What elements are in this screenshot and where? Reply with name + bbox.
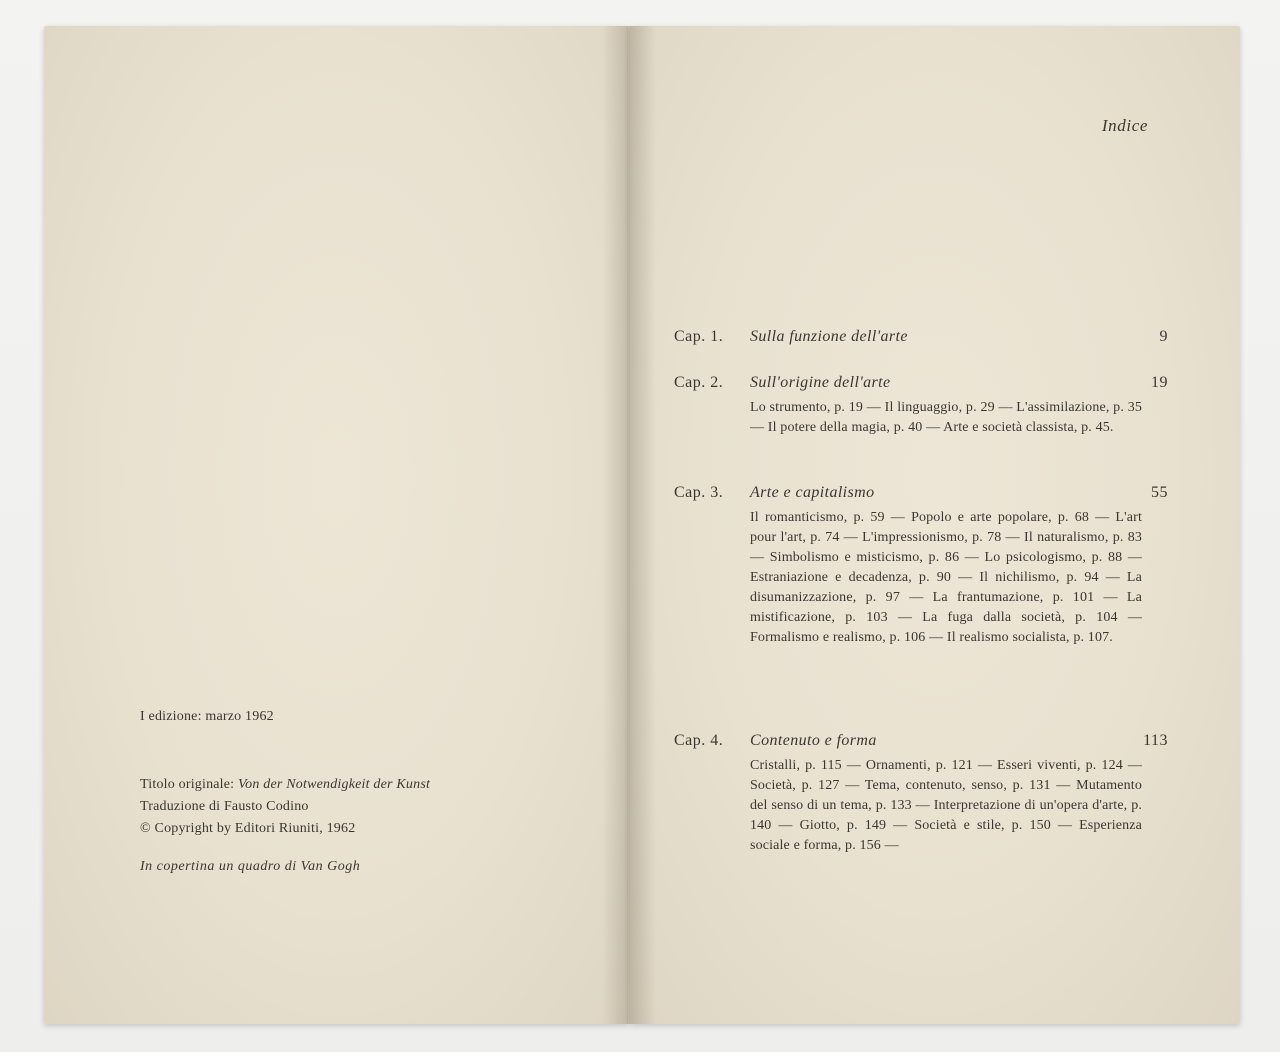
cover-note: In copertina un quadro di Van Gogh xyxy=(140,859,361,874)
toc-chapter-4 xyxy=(674,732,1168,853)
original-title-line xyxy=(140,774,430,796)
original-title-label: Titolo originale: xyxy=(140,777,238,792)
chapter-label: Cap. 4. xyxy=(674,732,724,749)
toc-chapter-2 xyxy=(674,374,1168,435)
chapter-page: 113 xyxy=(1143,732,1168,749)
edition-line: I edizione: marzo 1962 xyxy=(140,709,274,724)
chapter-page: 55 xyxy=(1151,484,1168,501)
right-page xyxy=(630,26,1240,1024)
translation-line: Traduzione di Fausto Codino xyxy=(140,799,309,814)
chapter-title: Sull'origine dell'arte xyxy=(750,374,891,391)
toc-chapter-1 xyxy=(674,328,1168,354)
chapter-page: 19 xyxy=(1151,374,1168,391)
chapter-subsections: Il romanticismo, p. 59 — Popolo e arte popolare, p. 68 — L'art pour l'art, p. 74 — L'impressionismo, p. 78 — Il naturalismo, p. 83 — Simbolismo e misticismo, p. 86 — Lo psicologismo, p. 88 — Estraniazione e decadenza, p. 90 — Il nichilismo, p. 94 — La disumanizzazione, p. 97 — La frantumazione, p. 101 — La mistificazione, p. 103 — La fuga dalla società, p. 104 — Formalismo e realismo, p. 106 — Il realismo socialista, p. 107. xyxy=(750,510,1142,645)
credits-block xyxy=(140,774,430,840)
open-book xyxy=(44,26,1240,1024)
index-heading: Indice xyxy=(1101,116,1148,135)
original-title: Von der Notwendigkeit der Kunst xyxy=(237,777,431,792)
chapter-subsections: Lo strumento, p. 19 — Il linguaggio, p. 29 — L'assimilazione, p. 35 — Il potere della magia, p. 40 — Arte e società classista, p. 45. xyxy=(750,400,1142,435)
left-page xyxy=(44,26,628,1024)
chapter-page: 9 xyxy=(1159,328,1168,345)
toc-chapter-3 xyxy=(674,484,1168,645)
chapter-title: Sulla funzione dell'arte xyxy=(750,328,908,345)
chapter-subsections: Cristalli, p. 115 — Ornamenti, p. 121 — Esseri viventi, p. 124 — Società, p. 127 — Tema, contenuto, senso, p. 131 — Mutamento del senso di un tema, p. 133 — Interpretazione di un'opera d'arte, p. 140 — Giotto, p. 149 — Società e stile, p. 150 — Esperienza sociale e forma, p. 156 — xyxy=(750,758,1142,853)
chapter-label: Cap. 1. xyxy=(674,328,724,345)
chapter-title: Arte e capitalismo xyxy=(750,484,875,501)
copyright-line: © Copyright by Editori Riuniti, 1962 xyxy=(140,821,356,836)
chapter-label: Cap. 3. xyxy=(674,484,724,501)
chapter-label: Cap. 2. xyxy=(674,374,724,391)
chapter-title: Contenuto e forma xyxy=(750,732,877,749)
